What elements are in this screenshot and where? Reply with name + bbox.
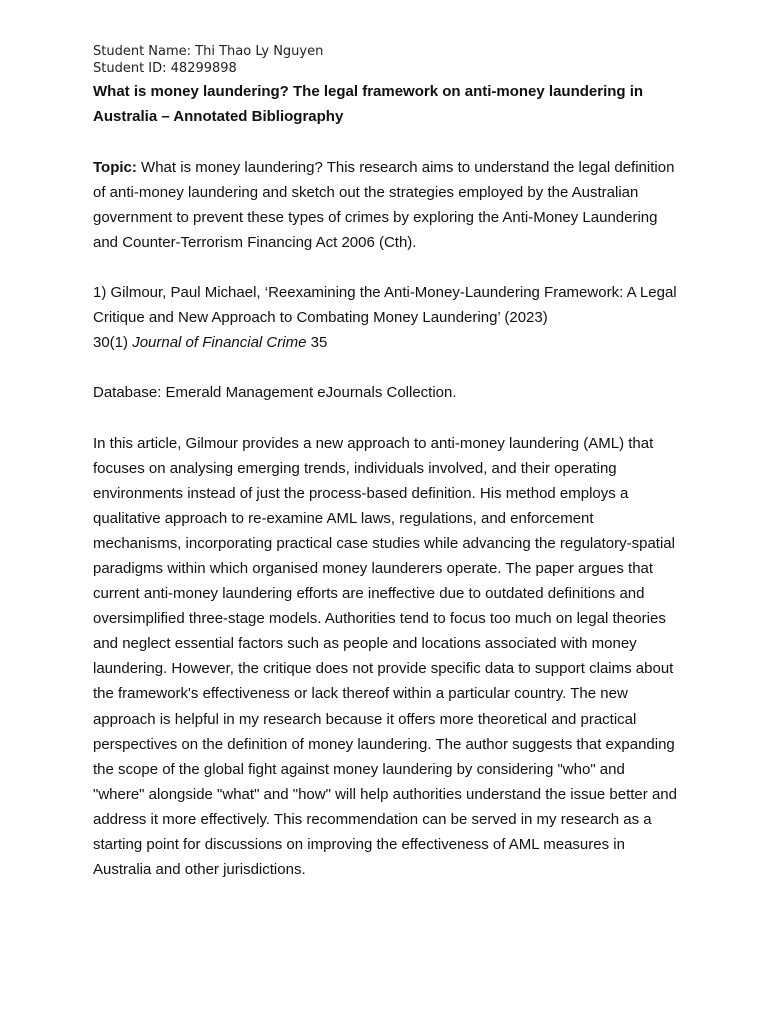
spacer [93, 255, 677, 280]
citation-main: 1) Gilmour, Paul Michael, ‘Reexamining the Anti-Money-Laundering Framework: A Legal Critique and New Approach to Combating Money Laundering’ (2023) [93, 283, 677, 327]
spacer [93, 129, 677, 154]
document-page [93, 43, 677, 882]
document-title: What is money laundering? The legal framework on anti-money laundering in Australia – Annotated Bibliography [93, 83, 644, 126]
citation-page: 35 [306, 334, 328, 352]
annotation-paragraph: In this article, Gilmour provides a new approach to anti-money laundering (AML) that focuses on analysing emerging trends, individuals involved, and their operating environments instead of just the process-based definition. His method employs a qualitative approach to re-examine AML laws, regulations, and enforcement mechanisms, incorporating practical case studies while advancing the regulatory-spatial paradigms within which organised money launderers operate. The paper argues that current anti-money laundering efforts are ineffective due to outdated definitions and oversimplified three-stage models. Authorities tend to focus too much on legal theories and neglect essential factors such as people and locations associated with money laundering. However, the critique does not provide specific data to support claims about the framework's effectiveness or lack thereof within a particular country. The new approach is helpful in my research because it offers more theoretical and practical perspectives on the definition of money laundering. The author suggests that expanding the scope of the global fight against money laundering by considering "who" and "where" alongside "what" and "how" will help authorities understand the issue better and address it more effectively. This recommendation can be served in my research as a starting point for discussions on improving the effectiveness of AML measures in Australia and other jurisdictions. [93, 434, 677, 879]
student-name: Student Name: Thi Thao Ly Nguyen [93, 44, 324, 59]
topic-label: Topic: [93, 158, 137, 176]
spacer [93, 355, 677, 380]
spacer [93, 405, 677, 430]
student-info [93, 43, 677, 77]
citation-source [93, 330, 677, 355]
reference-citation [93, 280, 677, 355]
topic-text: What is money laundering? This research aims to understand the legal definition of anti-money laundering and sketch out the strategies employed by the Australian government to prevent these types of crimes by exploring the Anti-Money Laundering and Counter-Terrorism Financing Act 2006 (Cth). [93, 158, 675, 251]
student-id: Student ID: 48299898 [93, 61, 237, 76]
citation-journal: Journal of Financial Crime [132, 334, 307, 352]
topic-paragraph [93, 155, 677, 255]
citation-volume: 30(1) [93, 334, 133, 352]
database-line: Database: Emerald Management eJournals Collection. [93, 384, 457, 402]
